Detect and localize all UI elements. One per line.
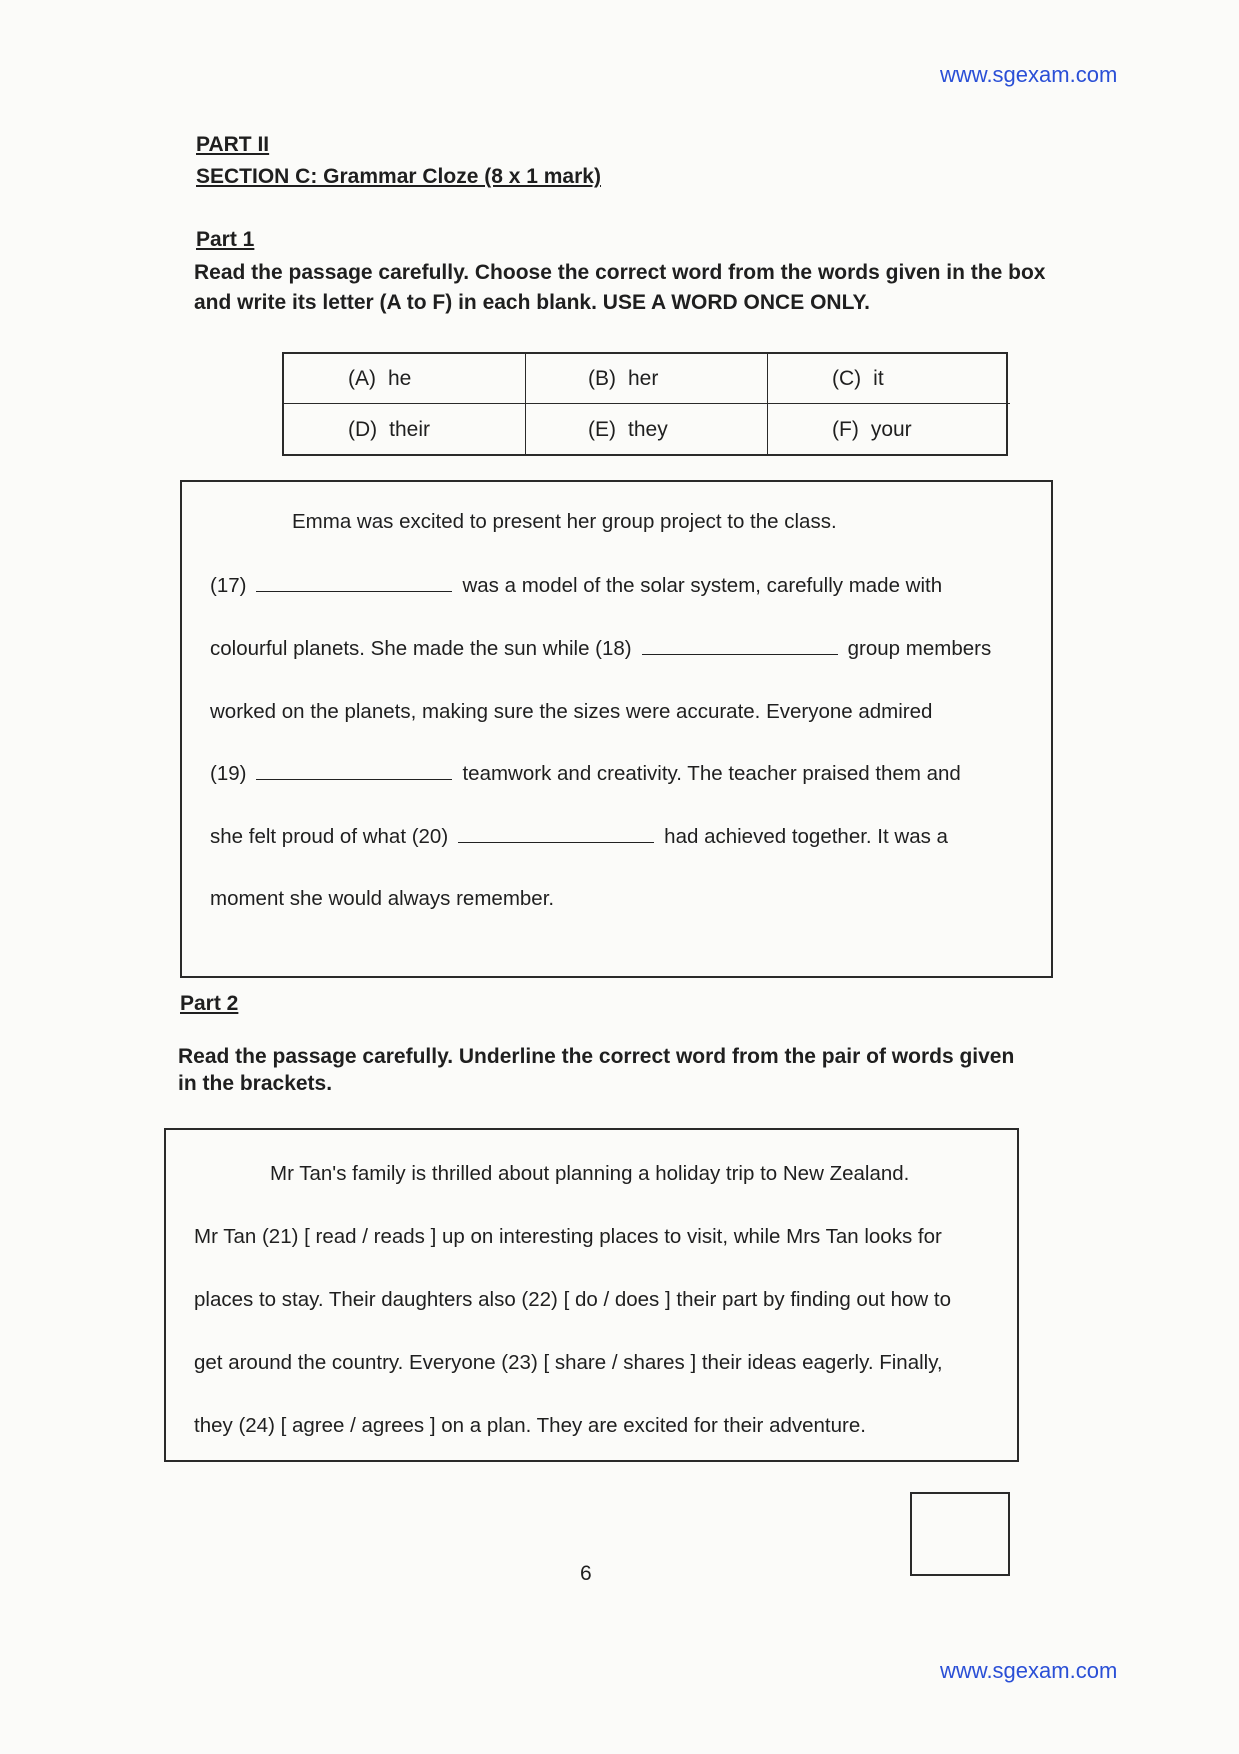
part-heading: PART II xyxy=(196,133,270,156)
passage-line: (17) was a model of the solar system, carefully made with xyxy=(210,574,943,597)
word-option: (C) it xyxy=(768,354,1010,404)
passage-line: they (24) [ agree / agrees ] on a plan. They are excited for their adventure. xyxy=(194,1414,866,1437)
passage-line: worked on the planets, making sure the sizes were accurate. Everyone admired xyxy=(210,700,933,723)
word-option: (B) her xyxy=(526,354,768,404)
part1-label: Part 1 xyxy=(196,228,255,251)
passage-line: she felt proud of what (20) had achieved together. It was a xyxy=(210,825,948,848)
site-url-top: www.sgexam.com xyxy=(940,62,1118,87)
passage-line: colourful planets. She made the sun while (18) group members xyxy=(210,637,992,660)
passage-line: Mr Tan (21) [ read / reads ] up on interesting places to visit, while Mrs Tan looks for xyxy=(194,1225,942,1248)
passage-line: Mr Tan's family is thrilled about planning a holiday trip to New Zealand. xyxy=(270,1162,910,1185)
answer-blank-17[interactable] xyxy=(256,575,452,592)
passage-line: (19) teamwork and creativity. The teacher praised them and xyxy=(210,762,961,785)
word-option: (A) he xyxy=(284,354,526,404)
word-option: (E) they xyxy=(526,404,768,456)
word-option: (F) your xyxy=(832,418,912,441)
word-option: (D) their xyxy=(284,404,526,456)
site-url-bottom: www.sgexam.com xyxy=(940,1658,1118,1683)
passage-line: Emma was excited to present her group project to the class. xyxy=(292,510,837,533)
part2-passage xyxy=(164,1128,1019,1462)
word-box xyxy=(282,352,1008,456)
answer-blank-20[interactable] xyxy=(458,826,654,843)
part1-instruction: Read the passage carefully. Choose the correct word from the words given in the box and write its letter (A to F) in each blank. USE A WORD ONCE ONLY. xyxy=(194,261,1046,314)
passage-line: places to stay. Their daughters also (22) [ do / does ] their part by finding out how to xyxy=(194,1288,952,1311)
answer-blank-18[interactable] xyxy=(642,638,838,655)
part2-label: Part 2 xyxy=(180,992,239,1015)
page-number: 6 xyxy=(580,1562,592,1585)
part1-passage xyxy=(180,480,1053,978)
passage-line: get around the country. Everyone (23) [ share / shares ] their ideas eagerly. Finally, xyxy=(194,1351,943,1374)
passage-line: moment she would always remember. xyxy=(210,887,555,910)
score-box xyxy=(910,1492,1010,1576)
section-title: SECTION C: Grammar Cloze (8 x 1 mark) xyxy=(196,165,601,188)
answer-blank-19[interactable] xyxy=(256,763,452,780)
part2-instruction: Read the passage carefully. Underline the correct word from the pair of words given in the brackets. xyxy=(178,1045,1015,1095)
